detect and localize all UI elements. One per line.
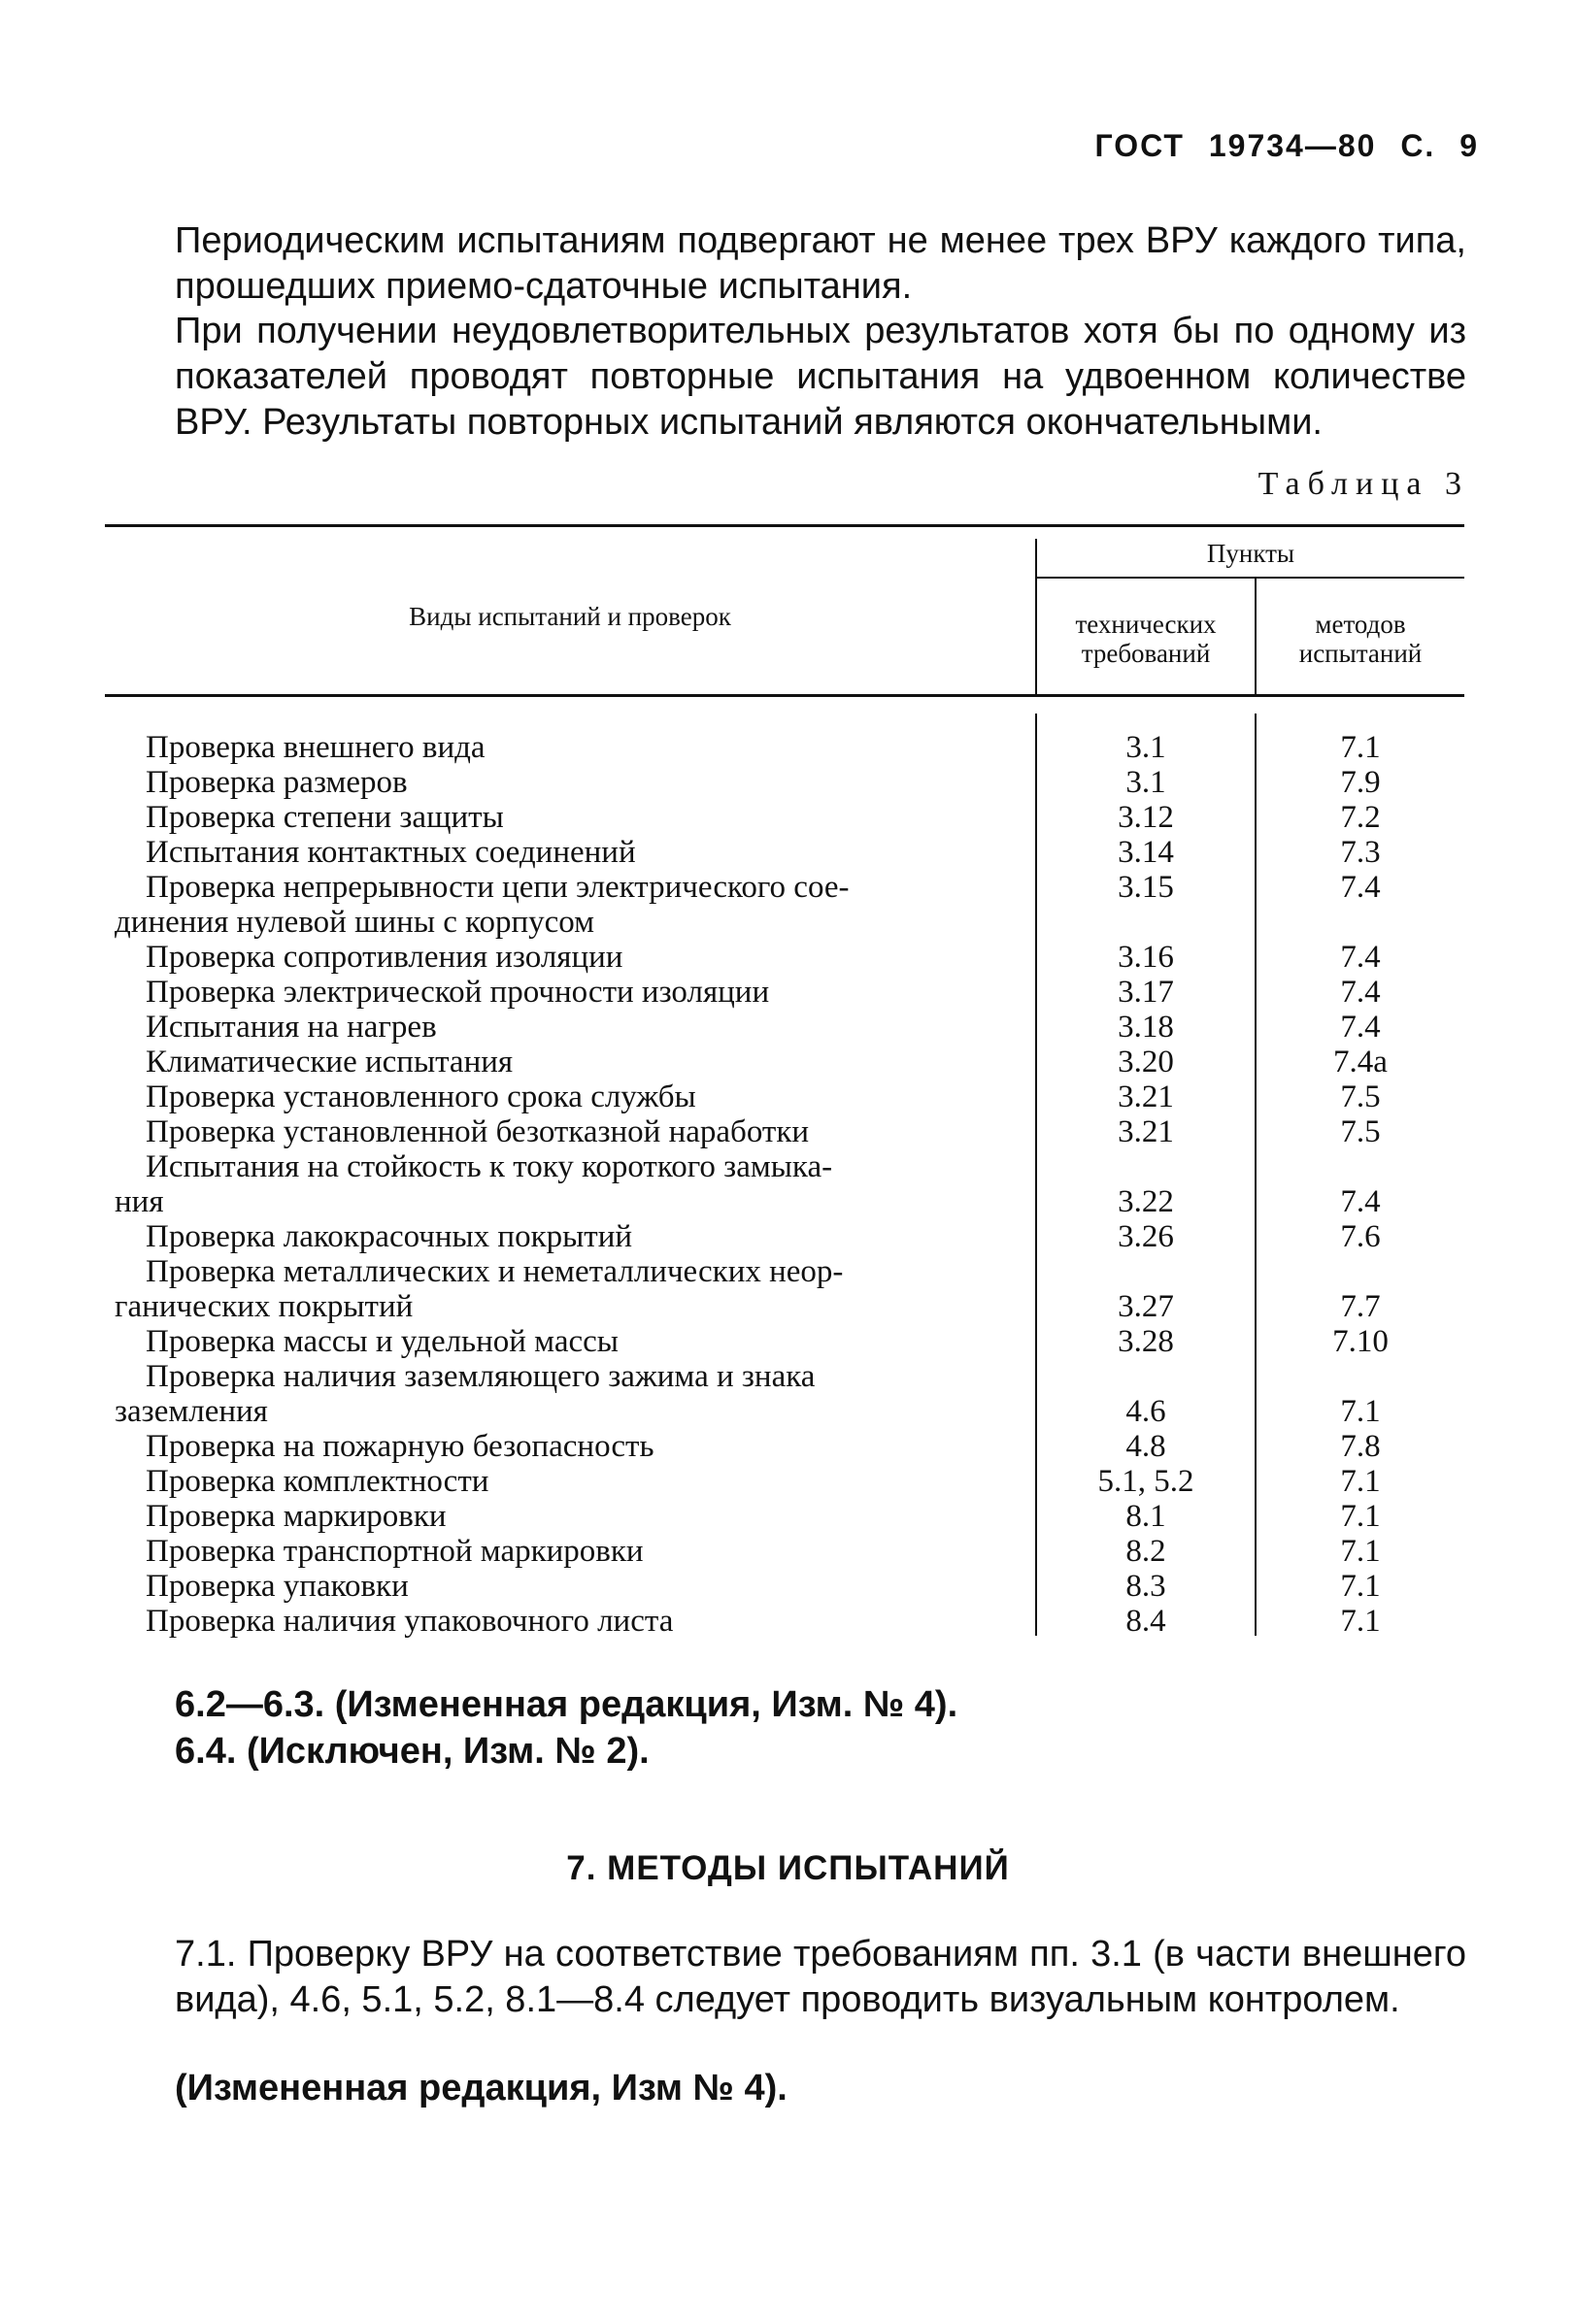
- section-amendment: [175, 2068, 788, 2109]
- cell-method: 7.4: [1340, 1010, 1381, 1045]
- table-row: [115, 1010, 1008, 1045]
- cell-requirement: 3.20: [1118, 1045, 1174, 1079]
- row-label-text: Проверка внешнего вида: [146, 730, 486, 765]
- cell-requirement: 3.1: [1125, 765, 1166, 800]
- cell-requirement: 5.1, 5.2: [1097, 1464, 1194, 1499]
- row-label-text: Испытания контактных соединений: [146, 835, 636, 870]
- paragraph-retest-text: При получении неудовлетворительных результатов хотя бы по одному из показателей проводят повторные испытания на удвоенном количестве ВРУ. Результаты повторных испытаний являются окончательными.: [175, 311, 1466, 443]
- table-header-rule: [105, 694, 1464, 697]
- row-label-line: [115, 1534, 1008, 1569]
- cell-requirement: 3.27: [1118, 1289, 1174, 1324]
- table-group-rule: [1037, 577, 1464, 579]
- row-label-line: [115, 1289, 1008, 1324]
- cell-method: 7.4: [1340, 975, 1381, 1010]
- row-label-line: [115, 1499, 1008, 1534]
- page-header: ГОСТ 19734—80 С. 9: [1094, 128, 1479, 163]
- cell-method: 7.6: [1340, 1219, 1381, 1254]
- table-row: [115, 940, 1008, 975]
- row-label-line: [115, 1114, 1008, 1149]
- col-header-methods: методов испытаний: [1298, 610, 1423, 668]
- row-label-text: Проверка установленного срока службы: [146, 1079, 696, 1114]
- cell-requirement: 3.22: [1118, 1184, 1174, 1219]
- table-top-rule: [105, 524, 1464, 527]
- row-label-text: Проверка транспортной маркировки: [146, 1534, 644, 1569]
- paragraph-7-1-text: 7.1. Проверку ВРУ на соответствие требованиям пп. 3.1 (в части внешнего вида), 4.6, 5.1, 5.2, 8.1—8.4 следует проводить визуальным контролем.: [175, 1934, 1466, 2020]
- cell-requirement: 3.12: [1118, 800, 1174, 835]
- cell-requirement: 3.28: [1118, 1324, 1174, 1359]
- row-label-text: ганических покрытий: [115, 1289, 414, 1324]
- cell-requirement: 3.14: [1118, 835, 1174, 870]
- amendment-6-2: [175, 1684, 957, 1726]
- row-label-text: Проверка размеров: [146, 765, 408, 800]
- row-label-line: [115, 905, 1008, 940]
- table-row: [115, 1324, 1008, 1359]
- cell-method: 7.2: [1340, 800, 1381, 835]
- row-label-line: [115, 1079, 1008, 1114]
- row-label-line: [115, 730, 1008, 765]
- cell-requirement: 3.16: [1118, 940, 1174, 975]
- row-label-line: [115, 1219, 1008, 1254]
- row-label-line: [115, 1429, 1008, 1464]
- table-row: [115, 800, 1008, 835]
- row-label-text: Проверка маркировки: [146, 1499, 447, 1534]
- table-vline-2-header: [1255, 579, 1257, 694]
- row-label-text: Испытания на нагрев: [146, 1010, 437, 1045]
- cell-requirement: 8.4: [1125, 1604, 1166, 1639]
- row-label-line: [115, 1149, 1008, 1184]
- cell-method: 7.4: [1340, 940, 1381, 975]
- row-label-line: [115, 1010, 1008, 1045]
- table-row: [115, 1114, 1008, 1149]
- table-row: [115, 1219, 1008, 1254]
- row-label-text: Проверка наличия упаковочного листа: [146, 1604, 674, 1639]
- row-label-text: динения нулевой шины с корпусом: [115, 905, 595, 940]
- table-row: [115, 1359, 1008, 1429]
- table-row: [115, 1534, 1008, 1569]
- table-row: [115, 835, 1008, 870]
- row-label-text: Испытания на стойкость к току короткого замыка-: [146, 1149, 833, 1184]
- cell-method: 7.3: [1340, 835, 1381, 870]
- cell-method: 7.7: [1340, 1289, 1381, 1324]
- row-label-text: Проверка массы и удельной массы: [146, 1324, 619, 1359]
- col-header-requirements: технических требований: [1075, 610, 1217, 668]
- row-label-text: Проверка на пожарную безопасность: [146, 1429, 654, 1464]
- table-row: [115, 1429, 1008, 1464]
- table-row: [115, 1079, 1008, 1114]
- cell-method: 7.10: [1332, 1324, 1389, 1359]
- paragraph-periodic: [175, 218, 1466, 310]
- cell-method: 7.5: [1340, 1079, 1381, 1114]
- table-row: [115, 975, 1008, 1010]
- cell-requirement: 3.21: [1118, 1079, 1174, 1114]
- row-label-text: Проверка наличия заземляющего зажима и знака: [146, 1359, 816, 1394]
- table-row: [115, 730, 1008, 765]
- cell-method: 7.9: [1340, 765, 1381, 800]
- section-title: 7. МЕТОДЫ ИСПЫТАНИЙ: [566, 1849, 1010, 1887]
- row-label-line: [115, 800, 1008, 835]
- cell-requirement: 3.18: [1118, 1010, 1174, 1045]
- row-label-line: [115, 1045, 1008, 1079]
- table-row: [115, 1045, 1008, 1079]
- row-label-line: [115, 765, 1008, 800]
- row-label-line: [115, 975, 1008, 1010]
- table-row: [115, 1604, 1008, 1639]
- paragraph-periodic-text: Периодическим испытаниям подвергают не менее трех ВРУ каждого типа, прошедших приемо-сдаточные испытания.: [175, 220, 1466, 307]
- cell-requirement: 4.8: [1125, 1429, 1166, 1464]
- cell-requirement: 8.1: [1125, 1499, 1166, 1534]
- row-label-line: [115, 1254, 1008, 1289]
- row-label-line: [115, 1324, 1008, 1359]
- row-label-text: Климатические испытания: [146, 1045, 514, 1079]
- table-row: [115, 870, 1008, 940]
- section-amendment-text: (Измененная редакция, Изм № 4).: [175, 2068, 788, 2108]
- row-label-text: ния: [115, 1184, 164, 1219]
- cell-requirement: 3.17: [1118, 975, 1174, 1010]
- cell-method: 7.1: [1340, 730, 1381, 765]
- cell-method: 7.8: [1340, 1429, 1381, 1464]
- row-label-line: [115, 1359, 1008, 1394]
- cell-method: 7.1: [1340, 1604, 1381, 1639]
- row-label-text: Проверка электрической прочности изоляции: [146, 975, 770, 1010]
- row-label-text: заземления: [115, 1394, 268, 1429]
- cell-requirement: 8.2: [1125, 1534, 1166, 1569]
- row-label-text: Проверка лакокрасочных покрытий: [146, 1219, 633, 1254]
- cell-requirement: 8.3: [1125, 1569, 1166, 1604]
- cell-method: 7.4: [1340, 1184, 1381, 1219]
- table-row: [115, 1569, 1008, 1604]
- cell-method: 7.4a: [1333, 1045, 1388, 1079]
- row-label-text: Проверка сопротивления изоляции: [146, 940, 623, 975]
- amendment-6-4-text: 6.4. (Исключен, Изм. № 2).: [175, 1731, 650, 1772]
- row-label-text: Проверка комплектности: [146, 1464, 489, 1499]
- cell-method: 7.1: [1340, 1394, 1381, 1429]
- row-label-line: [115, 835, 1008, 870]
- row-label-line: [115, 1394, 1008, 1429]
- row-label-text: Проверка упаковки: [146, 1569, 409, 1604]
- paragraph-7-1: [175, 1932, 1466, 2023]
- table-row: [115, 765, 1008, 800]
- row-label-line: [115, 940, 1008, 975]
- row-label-line: [115, 1184, 1008, 1219]
- table-row: [115, 1149, 1008, 1219]
- row-label-text: Проверка металлических и неметаллических неор-: [146, 1254, 844, 1289]
- row-label-line: [115, 1569, 1008, 1604]
- cell-requirement: 3.21: [1118, 1114, 1174, 1149]
- table-caption: Таблица 3: [1257, 466, 1469, 502]
- cell-method: 7.1: [1340, 1499, 1381, 1534]
- cell-requirement: 3.15: [1118, 870, 1174, 905]
- cell-requirement: 3.26: [1118, 1219, 1174, 1254]
- table-row: [115, 1464, 1008, 1499]
- table-row: [115, 1499, 1008, 1534]
- row-label-line: [115, 1464, 1008, 1499]
- row-label-text: Проверка установленной безотказной наработки: [146, 1114, 810, 1149]
- table-row: [115, 1254, 1008, 1324]
- cell-method: 7.4: [1340, 870, 1381, 905]
- row-label-line: [115, 870, 1008, 905]
- amendment-6-4: [175, 1731, 650, 1773]
- row-label-text: Проверка степени защиты: [146, 800, 504, 835]
- col-header-items: Пункты: [1206, 539, 1295, 568]
- amendment-6-2-text: 6.2—6.3. (Измененная редакция, Изм. № 4).: [175, 1684, 958, 1725]
- cell-requirement: 4.6: [1125, 1394, 1166, 1429]
- row-label-line: [115, 1604, 1008, 1639]
- paragraph-retest: [175, 309, 1466, 446]
- cell-method: 7.1: [1340, 1464, 1381, 1499]
- cell-method: 7.1: [1340, 1534, 1381, 1569]
- cell-method: 7.1: [1340, 1569, 1381, 1604]
- row-label-text: Проверка непрерывности цепи электрического сое-: [146, 870, 850, 905]
- cell-method: 7.5: [1340, 1114, 1381, 1149]
- col-header-tests: Виды испытаний и проверок: [409, 602, 731, 631]
- cell-requirement: 3.1: [1125, 730, 1166, 765]
